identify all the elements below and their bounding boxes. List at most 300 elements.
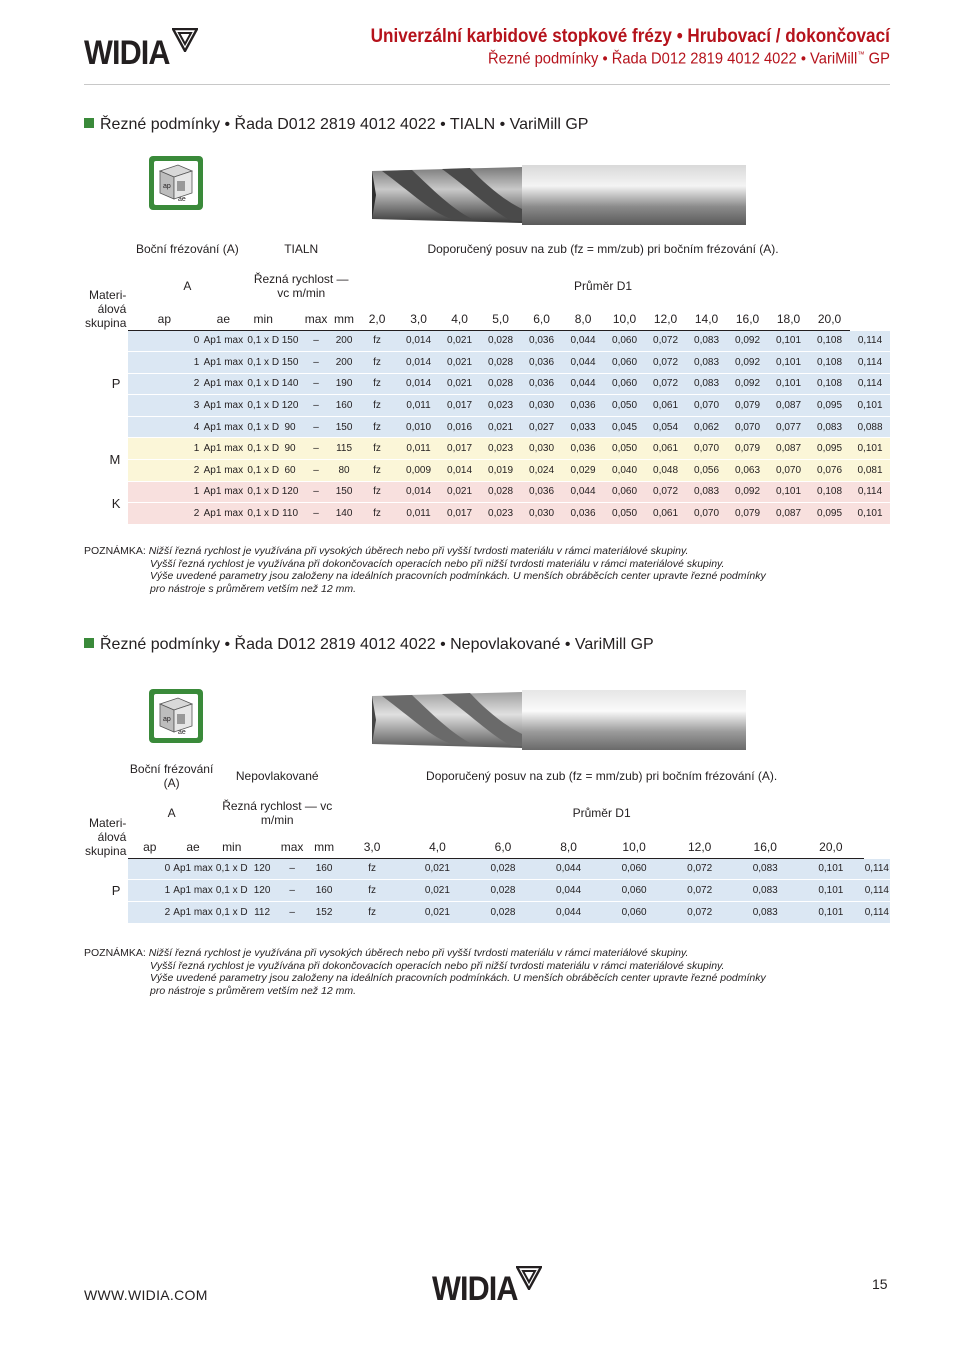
fz-value: 0,092 [727,373,768,395]
table-row [84,438,890,460]
note-line: Výše uvedené parametry jsou založeny na ideálních pracovních podmínkách. U menších obráběcích center upravte řezné podmínky [150,570,766,582]
diameter-head: 3,0 [340,836,405,858]
fz-value: 0,024 [521,460,562,482]
ae-value: 0,1 x D [215,880,249,902]
fz-value: 0,028 [480,373,521,395]
fz-value: 0,016 [439,416,480,438]
note-label: POZNÁMKA: [84,947,146,959]
fz-value: 0,077 [768,416,809,438]
range-dash: – [300,373,332,395]
material-subgroup: 4 [128,416,200,438]
material-subgroup: 2 [128,460,200,482]
fz-value: 0,036 [562,503,604,525]
fz-value: 0,050 [604,438,645,460]
fz-value: 0,044 [562,481,604,503]
ae-value: 0,1 x D [246,352,280,374]
fz-value: 0,030 [521,395,562,417]
fz-value: 0,028 [480,330,521,352]
diameter-head: 4,0 [439,308,480,330]
table-row [84,880,890,902]
table-row [84,503,890,525]
fz-value: 0,108 [809,352,850,374]
page-number: 15 [872,1276,888,1292]
fz-value: 0,063 [727,460,768,482]
fz-value: 0,054 [645,416,686,438]
logo-wordmark: WIDIA [84,34,170,72]
table-row [84,373,890,395]
table-row [84,330,890,352]
diameter-head: 2,0 [356,308,398,330]
fz-value: 0,010 [398,416,439,438]
note-line: pro nástroje s průměrem vetším než 12 mm. [150,984,356,997]
fz-value: 0,101 [768,481,809,503]
ap-value: Ap1 max [171,880,215,902]
fz-value: 0,028 [470,858,536,880]
diameter-head: 12,0 [645,308,686,330]
note-line: Nižší řezná rychlost je využívána při vysokých úběrech nebo při vyšší tvrdosti materiálu v rámci materiálové skupiny. [148,545,689,557]
vc-max: 200 [332,330,356,352]
fz-unit: fz [340,880,405,902]
range-dash: – [300,481,332,503]
col-material-header: Materi-álová skupina [85,815,127,858]
range-dash: – [276,858,309,880]
vc-max: 160 [332,395,356,417]
range-dash: – [276,901,309,923]
fz-value: 0,011 [398,438,439,460]
fz-value: 0,044 [536,858,602,880]
diameter-head: 10,0 [601,836,667,858]
fz-value: 0,036 [562,438,604,460]
range-dash: – [300,330,332,352]
fz-value: 0,070 [727,416,768,438]
col-mm: mm [309,836,340,858]
fz-value: 0,033 [562,416,604,438]
ap-label: ap [163,183,171,190]
diameter-head: 8,0 [562,308,604,330]
fz-value: 0,021 [480,416,521,438]
fz-value: 0,021 [439,330,480,352]
fz-value: 0,114 [864,901,890,923]
fz-value: 0,021 [405,901,471,923]
fz-value: 0,014 [439,460,480,482]
table-body-uncoated [84,858,890,923]
fz-value: 0,070 [686,503,727,525]
fz-value: 0,044 [536,880,602,902]
ap-value: Ap1 max [200,438,246,460]
note-uncoated [84,947,766,997]
fz-value: 0,072 [667,901,733,923]
fz-value: 0,036 [521,352,562,374]
logo-wordmark: WIDIA [432,1270,518,1308]
note-line: Vyšší řezná rychlost je využívána při dokončovacích operacích nebo při nižší tvrdosti materiálu v rámci materiálové skupiny. [150,557,725,570]
col-max: max [300,308,332,330]
fz-value: 0,036 [521,373,562,395]
ae-label: ae [178,196,186,203]
col-material-header: Materi-álová skupina [85,287,127,330]
vc-min: 90 [280,438,300,460]
fz-value: 0,044 [562,373,604,395]
note-line: pro nástroje s průměrem vetším než 12 mm. [150,582,356,595]
fz-value: 0,079 [727,438,768,460]
fz-value: 0,061 [645,395,686,417]
fz-value: 0,060 [601,901,667,923]
vc-min: 150 [280,330,300,352]
end-mill-image [372,688,746,752]
subtitle-prefix: Řezné podmínky • Řada D012 2819 4012 4022 • VariMill [488,50,858,68]
fz-value: 0,072 [645,373,686,395]
ae-value: 0,1 x D [215,901,249,923]
fz-value: 0,045 [604,416,645,438]
widia-logo [84,24,204,74]
fz-value: 0,027 [521,416,562,438]
fz-value: 0,114 [864,858,890,880]
fz-value: 0,087 [768,395,809,417]
fz-value: 0,087 [768,503,809,525]
vc-min: 150 [280,352,300,374]
vc-max: 115 [332,438,356,460]
fz-value: 0,072 [667,880,733,902]
footer-widia-logo [432,1262,552,1310]
diameter-head: 6,0 [521,308,562,330]
note-tialn [84,545,766,595]
fz-value: 0,083 [686,481,727,503]
table-row [84,395,890,417]
ae-value: 0,1 x D [246,438,280,460]
diameter-head: 4,0 [405,836,471,858]
table-row [84,481,890,503]
vc-min: 90 [280,416,300,438]
ap-value: Ap1 max [200,481,246,503]
fz-value: 0,060 [601,880,667,902]
range-dash: – [300,503,332,525]
col-operation-header: Boční frézování (A) [136,242,239,256]
fz-value: 0,114 [850,373,890,395]
fz-value: 0,017 [439,438,480,460]
fz-value: 0,095 [809,395,850,417]
vc-min: 110 [280,503,300,525]
ap-value: Ap1 max [200,416,246,438]
material-group: P [84,858,128,923]
vc-max: 150 [332,481,356,503]
diameter-head: 16,0 [727,308,768,330]
diameter-head: 16,0 [732,836,798,858]
col-a-header: A [167,806,176,820]
ae-value: 0,1 x D [215,858,249,880]
fz-value: 0,021 [405,880,471,902]
fz-value: 0,023 [480,503,521,525]
col-ae: ae [200,308,246,330]
table-row [84,460,890,482]
fz-value: 0,083 [732,901,798,923]
ap-value: Ap1 max [171,858,215,880]
fz-unit: fz [356,373,398,395]
vc-min: 120 [280,481,300,503]
fz-value: 0,060 [604,481,645,503]
section-heading-text: Řezné podmínky • Řada D012 2819 4012 4022 • TIALN • VariMill GP [100,116,589,133]
footer-url[interactable]: WWW.WIDIA.COM [84,1287,208,1303]
col-ae: ae [171,836,215,858]
fz-unit: fz [356,481,398,503]
fz-value: 0,011 [398,395,439,417]
material-subgroup: 3 [128,395,200,417]
fz-value: 0,101 [850,503,890,525]
table-row [84,858,890,880]
col-speed-header: Řezná rychlost — vc m/min [222,799,333,827]
diameter-head: 5,0 [480,308,521,330]
ae-value: 0,1 x D [246,503,280,525]
widia-triangle-icon [172,28,198,52]
note-line: Výše uvedené parametry jsou založeny na ideálních pracovních podmínkách. U menších obráběcích center upravte řezné podmínky [150,972,766,984]
fz-value: 0,036 [562,395,604,417]
col-grade-header: Nepovlakované [235,769,319,783]
fz-value: 0,021 [439,373,480,395]
material-group: P [84,330,128,438]
ae-label: ae [178,729,186,736]
fz-value: 0,072 [645,352,686,374]
col-ap: ap [128,308,200,330]
vc-max: 150 [332,416,356,438]
fz-unit: fz [356,395,398,417]
vc-min: 140 [280,373,300,395]
vc-max: 140 [332,503,356,525]
diameter-head: 20,0 [798,836,864,858]
fz-value: 0,028 [470,901,536,923]
fz-value: 0,079 [727,503,768,525]
ap-value: Ap1 max [200,373,246,395]
diameter-head: 6,0 [470,836,536,858]
fz-value: 0,048 [645,460,686,482]
fz-value: 0,101 [768,330,809,352]
col-mm: mm [332,308,356,330]
material-subgroup: 2 [128,901,171,923]
fz-value: 0,044 [536,901,602,923]
range-dash: – [300,416,332,438]
fz-value: 0,072 [667,858,733,880]
fz-value: 0,028 [480,352,521,374]
fz-value: 0,028 [470,880,536,902]
vc-max: 160 [309,858,340,880]
material-subgroup: 2 [128,373,200,395]
col-a-header: A [183,279,192,293]
page-header-subtitle [488,50,890,68]
ap-value: Ap1 max [171,901,215,923]
fz-value: 0,028 [480,481,521,503]
fz-value: 0,021 [439,481,480,503]
material-subgroup: 1 [128,438,200,460]
ae-value: 0,1 x D [246,330,280,352]
fz-value: 0,044 [562,330,604,352]
material-subgroup: 1 [128,352,200,374]
fz-value: 0,083 [809,416,850,438]
fz-value: 0,114 [850,352,890,374]
fz-value: 0,108 [809,481,850,503]
fz-value: 0,061 [645,438,686,460]
fz-value: 0,060 [604,373,645,395]
fz-value: 0,036 [521,330,562,352]
note-label: POZNÁMKA: [84,545,146,557]
trademark-mark: ™ [857,50,865,59]
fz-value: 0,072 [645,481,686,503]
fz-value: 0,101 [850,395,890,417]
fz-unit: fz [356,460,398,482]
table-row [84,416,890,438]
fz-value: 0,060 [604,330,645,352]
green-square-icon [84,638,94,648]
side-milling-icon [148,155,204,211]
fz-value: 0,014 [398,330,439,352]
fz-value: 0,081 [850,460,890,482]
fz-value: 0,101 [768,352,809,374]
green-square-icon [84,118,94,128]
fz-unit: fz [356,416,398,438]
diameter-head: 20,0 [809,308,850,330]
fz-value: 0,062 [686,416,727,438]
fz-value: 0,079 [727,395,768,417]
cutting-data-table-uncoated [84,762,890,923]
col-diameter-header: Průměr D1 [574,279,633,293]
vc-min: 112 [249,901,276,923]
end-mill-image [372,163,746,227]
fz-value: 0,108 [809,373,850,395]
fz-value: 0,014 [398,373,439,395]
fz-value: 0,036 [521,481,562,503]
range-dash: – [300,352,332,374]
col-ap: ap [128,836,171,858]
vc-max: 160 [309,880,340,902]
fz-value: 0,060 [601,858,667,880]
fz-value: 0,040 [604,460,645,482]
cutting-data-table-tialn [84,234,890,524]
range-dash: – [276,880,309,902]
range-dash: – [300,395,332,417]
fz-value: 0,092 [727,352,768,374]
vc-max: 80 [332,460,356,482]
ae-value: 0,1 x D [246,416,280,438]
fz-value: 0,088 [850,416,890,438]
ap-value: Ap1 max [200,395,246,417]
fz-value: 0,009 [398,460,439,482]
fz-value: 0,095 [809,438,850,460]
range-dash: – [300,460,332,482]
fz-value: 0,044 [562,352,604,374]
ap-value: Ap1 max [200,460,246,482]
fz-value: 0,030 [521,438,562,460]
vc-min: 120 [280,395,300,417]
material-subgroup: 1 [128,481,200,503]
ap-label: ap [163,716,171,723]
ae-value: 0,1 x D [246,460,280,482]
fz-unit: fz [356,438,398,460]
fz-value: 0,108 [809,330,850,352]
material-subgroup: 0 [128,330,200,352]
col-min: min [215,836,249,858]
fz-unit: fz [356,352,398,374]
fz-value: 0,101 [798,858,864,880]
fz-value: 0,014 [398,481,439,503]
fz-value: 0,060 [604,352,645,374]
section-heading-uncoated [84,636,654,654]
table-body-tialn [84,330,890,524]
material-group: M [84,438,128,481]
fz-value: 0,014 [398,352,439,374]
page-header-title: Univerzální karbidové stopkové frézy • Hrubovací / dokončovací [370,26,890,47]
fz-value: 0,050 [604,395,645,417]
fz-value: 0,023 [480,438,521,460]
diameter-head: 12,0 [667,836,733,858]
fz-value: 0,101 [768,373,809,395]
fz-value: 0,029 [562,460,604,482]
widia-triangle-icon [516,1266,542,1290]
range-dash: – [300,438,332,460]
fz-value: 0,083 [732,880,798,902]
section-heading-tialn [84,116,588,134]
diameter-head: 14,0 [686,308,727,330]
fz-unit: fz [340,858,405,880]
material-subgroup: 1 [128,880,171,902]
fz-value: 0,092 [727,481,768,503]
ae-value: 0,1 x D [246,373,280,395]
fz-value: 0,114 [850,481,890,503]
header-divider [84,84,890,85]
fz-value: 0,083 [732,858,798,880]
fz-unit: fz [356,330,398,352]
diameter-head: 18,0 [768,308,809,330]
vc-max: 190 [332,373,356,395]
table-row [84,352,890,374]
vc-min: 120 [249,858,276,880]
vc-max: 152 [309,901,340,923]
diameter-head: 10,0 [604,308,645,330]
ap-value: Ap1 max [200,352,246,374]
col-min: min [246,308,280,330]
ae-value: 0,1 x D [246,395,280,417]
side-milling-icon [148,688,204,744]
fz-value: 0,070 [686,395,727,417]
material-group: K [84,481,128,524]
col-speed-header: Řezná rychlost — vc m/min [253,272,349,300]
fz-value: 0,076 [809,460,850,482]
fz-value: 0,083 [686,352,727,374]
col-feed-header: Doporučený posuv na zub (fz = mm/zub) pri bočním frézování (A). [427,242,779,256]
ap-value: Ap1 max [200,503,246,525]
fz-value: 0,083 [686,330,727,352]
fz-value: 0,087 [768,438,809,460]
fz-value: 0,017 [439,503,480,525]
fz-value: 0,021 [439,352,480,374]
fz-value: 0,070 [768,460,809,482]
diameter-head: 3,0 [398,308,439,330]
subtitle-suffix: GP [864,50,890,68]
col-diameter-header: Průměr D1 [572,806,631,820]
fz-value: 0,114 [864,880,890,902]
section-heading-text: Řezné podmínky • Řada D012 2819 4012 4022 • Nepovlakované • VariMill GP [100,636,654,653]
fz-value: 0,114 [850,330,890,352]
vc-min: 120 [249,880,276,902]
material-subgroup: 2 [128,503,200,525]
fz-unit: fz [356,503,398,525]
vc-min: 60 [280,460,300,482]
note-line: Vyšší řezná rychlost je využívána při dokončovacích operacích nebo při nižší tvrdosti materiálu v rámci materiálové skupiny. [150,959,725,972]
fz-value: 0,030 [521,503,562,525]
ae-value: 0,1 x D [246,481,280,503]
table-row [84,901,890,923]
fz-value: 0,056 [686,460,727,482]
fz-value: 0,017 [439,395,480,417]
fz-value: 0,092 [727,330,768,352]
fz-value: 0,050 [604,503,645,525]
fz-value: 0,023 [480,395,521,417]
fz-unit: fz [340,901,405,923]
